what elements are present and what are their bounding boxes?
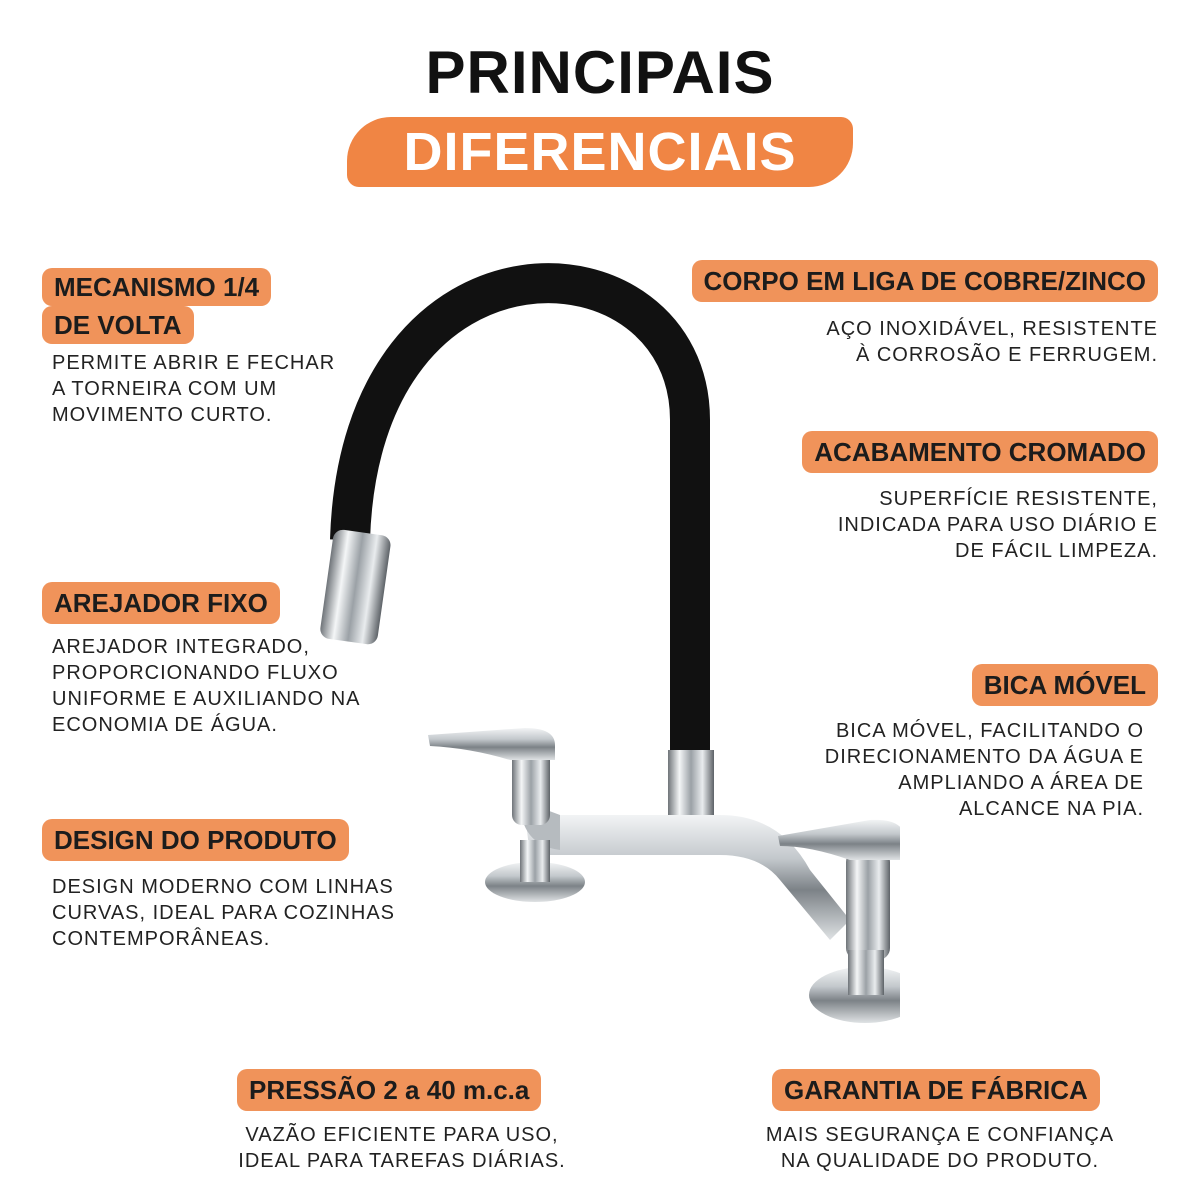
flexible-spout-hose bbox=[350, 283, 690, 760]
feature-arejador-desc: AREJADOR INTEGRADO, PROPORCIONANDO FLUXO UNIFORME E AUXILIANDO NA ECONOMIA DE ÁGUA. bbox=[52, 636, 361, 736]
feature-garantia-desc: MAIS SEGURANÇA E CONFIANÇA NA QUALIDADE DO PRODUTO. bbox=[765, 1124, 1115, 1172]
feature-arejador-title: AREJADOR FIXO bbox=[42, 582, 280, 624]
aerator-tip bbox=[319, 529, 392, 646]
feature-design-desc: DESIGN MODERNO COM LINHAS CURVAS, IDEAL PARA COZINHAS CONTEMPORÂNEAS. bbox=[52, 876, 396, 950]
feature-acabamento-title: ACABAMENTO CROMADO bbox=[802, 431, 1158, 473]
feature-mecanismo-title bbox=[42, 265, 271, 347]
feature-bica-title: BICA MÓVEL bbox=[972, 664, 1158, 706]
feature-mecanismo-desc: PERMITE ABRIR E FECHAR A TORNEIRA COM UM MOVIMENTO CURTO. bbox=[52, 352, 336, 426]
feature-mecanismo-title-line2: DE VOLTA bbox=[42, 306, 194, 344]
feature-corpo-title: CORPO EM LIGA DE COBRE/ZINCO bbox=[692, 260, 1159, 302]
page-title-line1: PRINCIPAIS bbox=[425, 39, 775, 106]
feature-pressao-desc: VAZÃO EFICIENTE PARA USO, IDEAL PARA TAREFAS DIÁRIAS. bbox=[238, 1124, 566, 1172]
feature-mecanismo-title-line1: MECANISMO 1/4 bbox=[42, 268, 271, 306]
left-lever bbox=[428, 728, 555, 760]
feature-bica-desc: BICA MÓVEL, FACILITANDO O DIRECIONAMENTO DA ÁGUA E AMPLIANDO A ÁREA DE ALCANCE NA PIA. bbox=[824, 720, 1144, 820]
feature-acabamento-desc: SUPERFÍCIE RESISTENTE, INDICADA PARA USO DIÁRIO E DE FÁCIL LIMPEZA. bbox=[837, 488, 1158, 562]
feature-pressao-title: PRESSÃO 2 a 40 m.c.a bbox=[237, 1069, 541, 1111]
feature-design-title: DESIGN DO PRODUTO bbox=[42, 819, 349, 861]
page-title-badge bbox=[347, 117, 853, 187]
feature-garantia-title: GARANTIA DE FÁBRICA bbox=[772, 1069, 1100, 1111]
page-title-line2: DIFERENCIAIS bbox=[403, 122, 797, 182]
right-valve bbox=[846, 850, 890, 960]
feature-corpo-desc: AÇO INOXIDÁVEL, RESISTENTE À CORROSÃO E FERRUGEM. bbox=[826, 318, 1158, 366]
